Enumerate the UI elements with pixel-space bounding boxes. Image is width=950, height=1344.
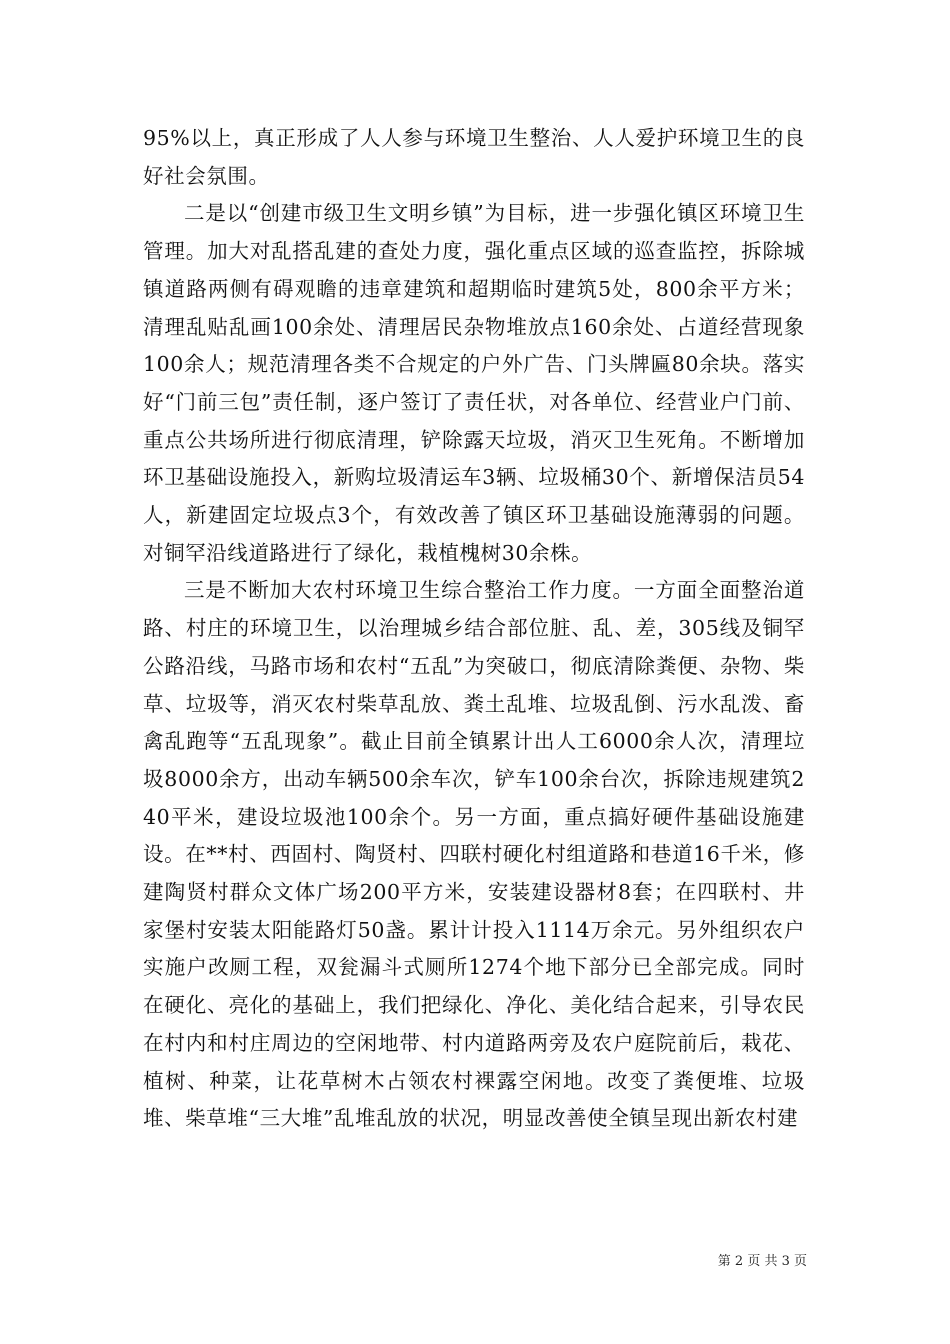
document-body	[143, 120, 805, 1138]
paragraph-continuation: 95%以上，真正形成了人人参与环境卫生整治、人人爱护环境卫生的良好社会氛围。	[143, 126, 805, 188]
paragraph-town-sanitation: 二是以“创建市级卫生文明乡镇”为目标，进一步强化镇区环境卫生管理。加大对乱搭乱建的查处力度，强化重点区域的巡查监控，拆除城镇道路两侧有碍观瞻的违章建筑和超期临时建筑5处，800余平方米；清理乱贴乱画100余处、清理居民杂物堆放点160余处、占道经营现象100余人；规范清理各类不合规定的户外广告、门头牌匾80余块。落实好“门前三包”责任制，逐户签订了责任状，对各单位、经营业户门前、重点公共场所进行彻底清理，铲除露天垃圾，消灭卫生死角。不断增加环卫基础设施投入，新购垃圾清运车3辆、垃圾桶30个、新增保洁员54人，新建固定垃圾点3个，有效改善了镇区环卫基础设施薄弱的问题。对铜罕沿线道路进行了绿化，栽植槐树30余株。	[143, 201, 805, 565]
page-number-footer: 第 2 页 共 3 页	[717, 1254, 807, 1269]
paragraph-rural-sanitation: 三是不断加大农村环境卫生综合整治工作力度。一方面全面整治道路、村庄的环境卫生，以治理城乡结合部位脏、乱、差，305线及铜罕公路沿线，马路市场和农村“五乱”为突破口，彻底清除粪便、杂物、柴草、垃圾等，消灭农村柴草乱放、粪土乱堆、垃圾乱倒、污水乱泼、畜禽乱跑等“五乱现象”。截止目前全镇累计出人工6000余人次，清理垃圾8000余方，出动车辆500余车次，铲车100余台次，拆除违规建筑240平米，建设垃圾池100余个。另一方面，重点搞好硬件基础设施建设。在**村、西固村、陶贤村、四联村硬化村组道路和巷道16千米，修建陶贤村群众文体广场200平方米，安装建设器材8套；在四联村、井家堡村安装太阳能路灯50盏。累计计投入1114万余元。另外组织农户实施户改厕工程，双瓮漏斗式厕所1274个地下部分已全部完成。同时在硬化、亮化的基础上，我们把绿化、净化、美化结合起来，引导农民在村内和村庄周边的空闲地带、村内道路两旁及农户庭院前后，栽花、植树、种菜，让花草树木占领农村裸露空闲地。改变了粪便堆、垃圾堆、柴草堆“三大堆”乱堆乱放的状况，明显改善使全镇呈现出新农村建	[143, 578, 805, 1131]
